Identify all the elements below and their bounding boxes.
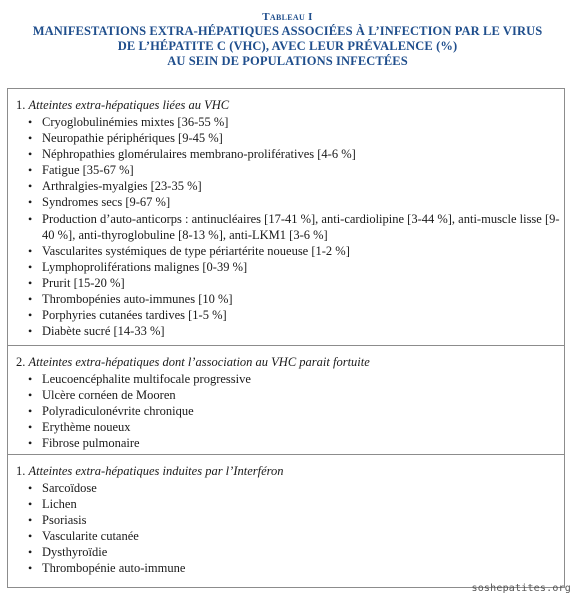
- item-text: Production d’auto-anticorps : antinucléaires [17-41 %], anti-cardiolipine [3-44 %], anti-muscle lisse [9-40 %], anti-thyroglobuline [8-13 %], anti-LKM1 [3-6 %]: [42, 211, 560, 242]
- list-item: [26, 307, 562, 323]
- bullet-icon: •: [28, 513, 33, 528]
- list-item: [26, 114, 562, 130]
- list-item: [26, 194, 562, 210]
- item-text: Prurit [15-20 %]: [42, 275, 125, 290]
- bullet-icon: •: [28, 211, 33, 226]
- item-list: [26, 114, 562, 339]
- bullet-icon: •: [28, 308, 33, 323]
- item-text: Psoriasis: [42, 513, 87, 528]
- list-item: [26, 130, 562, 146]
- bullet-icon: •: [28, 243, 33, 258]
- list-item: [26, 480, 562, 496]
- bullet-icon: •: [28, 259, 33, 274]
- bullet-icon: •: [28, 497, 33, 512]
- item-text: Syndromes secs [9-67 %]: [42, 195, 171, 210]
- item-text: Ulcère cornéen de Mooren: [42, 388, 176, 403]
- item-text: Néphropathies glomérulaires membrano-prolifératives [4-6 %]: [42, 147, 356, 162]
- bullet-icon: •: [28, 561, 33, 576]
- item-text: Neuropathie périphériques [9-45 %]: [42, 131, 223, 146]
- section-heading: [16, 463, 284, 479]
- title-line-1: MANIFESTATIONS EXTRA-HÉPATIQUES ASSOCIÉES À L’INFECTION PAR LE VIRUS: [32, 24, 543, 38]
- list-item: [26, 496, 562, 512]
- bullet-icon: •: [28, 131, 33, 146]
- list-item: [26, 371, 562, 387]
- list-item: [26, 323, 562, 339]
- section-number: 1.: [16, 98, 26, 112]
- list-item: [26, 560, 562, 576]
- item-text: Arthralgies-myalgies [23-35 %]: [42, 179, 202, 194]
- item-text: Vascularite cutanée: [42, 529, 139, 544]
- item-text: Lymphoproliférations malignes [0-39 %]: [42, 259, 248, 274]
- item-text: Thrombopénie auto-immune: [42, 561, 186, 576]
- item-text: Dysthyroïdie: [42, 545, 108, 560]
- item-text: Erythème noueux: [42, 420, 131, 435]
- list-item: [26, 512, 562, 528]
- list-item: [26, 146, 562, 162]
- section-induites-interferon: [8, 454, 564, 588]
- bullet-icon: •: [28, 324, 33, 339]
- bullet-icon: •: [28, 372, 33, 386]
- bullet-icon: •: [28, 404, 33, 419]
- item-list: [26, 480, 562, 577]
- bullet-icon: •: [28, 481, 33, 495]
- item-text: Cryoglobulinémies mixtes [36-55 %]: [42, 115, 229, 129]
- item-list: [26, 371, 562, 451]
- list-item: [26, 387, 562, 403]
- source-watermark: soshepatites.org: [471, 583, 571, 594]
- list-item: [26, 435, 562, 451]
- table-frame: [7, 88, 565, 588]
- list-item: [26, 162, 562, 178]
- list-item: [26, 211, 562, 243]
- bullet-icon: •: [28, 529, 33, 544]
- list-item: [26, 178, 562, 194]
- item-text: Thrombopénies auto-immunes [10 %]: [42, 292, 233, 307]
- item-text: Sarcoïdose: [42, 481, 97, 495]
- bullet-icon: •: [28, 147, 33, 162]
- bullet-icon: •: [28, 436, 33, 451]
- list-item: [26, 544, 562, 560]
- bullet-icon: •: [28, 275, 33, 290]
- section-number: 2.: [16, 355, 26, 369]
- list-item: [26, 403, 562, 419]
- item-text: Lichen: [42, 497, 77, 512]
- section-liees-vhc: [8, 89, 564, 344]
- list-item: [26, 528, 562, 544]
- section-title: Atteintes extra-hépatiques induites par l’Interféron: [28, 464, 284, 478]
- bullet-icon: •: [28, 388, 33, 403]
- title-line-3: AU SEIN DE POPULATIONS INFECTÉES: [167, 54, 408, 68]
- bullet-icon: •: [28, 115, 33, 129]
- table-title: [0, 10, 575, 69]
- list-item: [26, 419, 562, 435]
- title-line-2: DE L’HÉPATITE C (VHC), AVEC LEUR PRÉVALENCE (%): [117, 39, 458, 53]
- bullet-icon: •: [28, 195, 33, 210]
- list-item: [26, 291, 562, 307]
- item-text: Vascularites systémiques de type périartérite noueuse [1-2 %]: [42, 243, 350, 258]
- section-title: Atteintes extra-hépatiques dont l’association au VHC parait fortuite: [28, 355, 370, 369]
- list-item: [26, 259, 562, 275]
- list-item: [26, 275, 562, 291]
- tableau-label: Tableau I: [262, 11, 313, 23]
- bullet-icon: •: [28, 163, 33, 178]
- bullet-icon: •: [28, 420, 33, 435]
- item-text: Polyradiculonévrite chronique: [42, 404, 194, 419]
- list-item: [26, 243, 562, 259]
- section-heading: [16, 354, 370, 370]
- section-heading: [16, 97, 229, 113]
- section-title: Atteintes extra-hépatiques liées au VHC: [28, 98, 230, 112]
- item-text: Leucoencéphalite multifocale progressive: [42, 372, 251, 386]
- bullet-icon: •: [28, 292, 33, 307]
- item-text: Fatigue [35-67 %]: [42, 163, 134, 178]
- section-number: 1.: [16, 464, 26, 478]
- item-text: Fibrose pulmonaire: [42, 436, 140, 451]
- section-association-fortuite: [8, 345, 564, 453]
- item-text: Diabète sucré [14-33 %]: [42, 324, 165, 339]
- item-text: Porphyries cutanées tardives [1-5 %]: [42, 308, 227, 323]
- bullet-icon: •: [28, 545, 33, 560]
- bullet-icon: •: [28, 179, 33, 194]
